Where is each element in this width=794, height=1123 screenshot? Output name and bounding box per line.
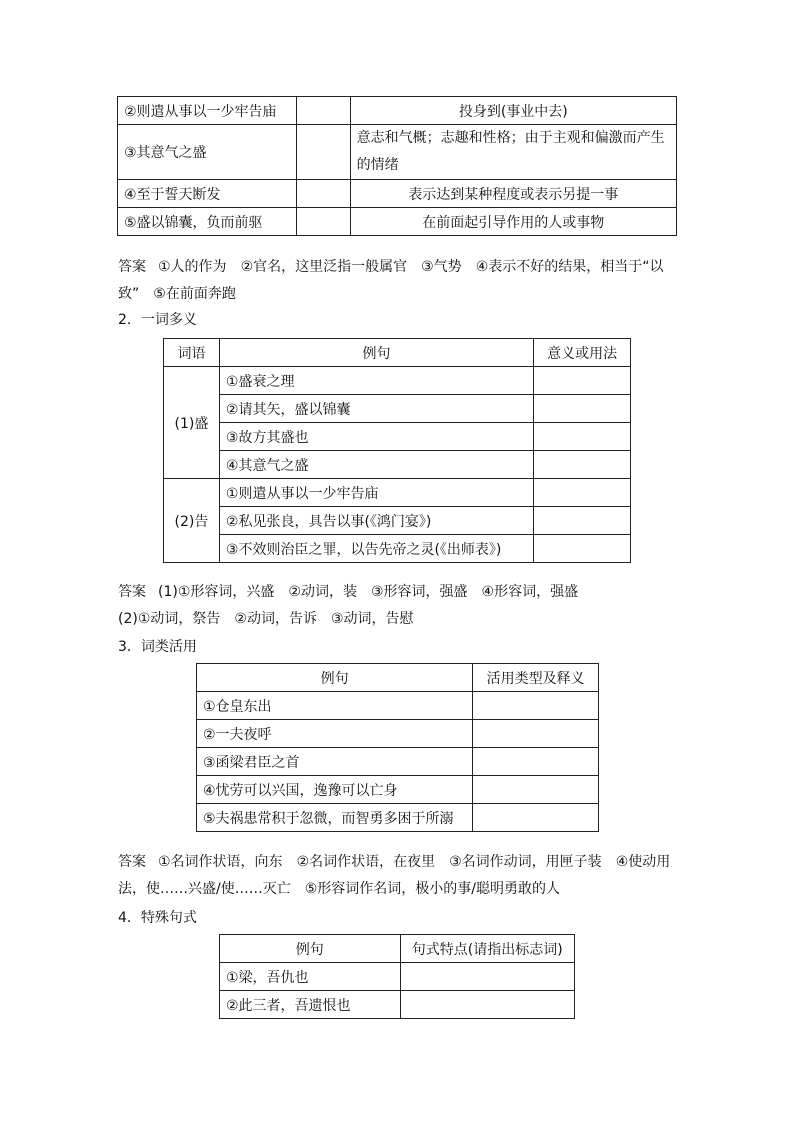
answer-item: ①人的作为 bbox=[158, 259, 227, 275]
meaning-cell: 投身到(事业中去) bbox=[350, 97, 676, 125]
answer-cell bbox=[534, 479, 631, 507]
table-row bbox=[220, 963, 575, 991]
column-header: 句式特点(请指出标志词) bbox=[400, 935, 575, 963]
section-heading: 4．特殊句式 bbox=[118, 910, 197, 926]
answer-cell bbox=[534, 535, 631, 563]
example-cell: ④忧劳可以兴国，逸豫可以亡身 bbox=[197, 776, 473, 804]
answer-item: ④形容词，强盛 bbox=[481, 584, 579, 600]
answer-label: 答案 bbox=[118, 584, 146, 600]
table-row bbox=[197, 776, 599, 804]
meaning-cell: 表示达到某种程度或表示另提一事 bbox=[350, 180, 676, 208]
example-cell: ②此三者，吾遗恨也 bbox=[220, 991, 401, 1019]
answer-cell bbox=[534, 395, 631, 423]
answer-label: 答案 bbox=[118, 854, 146, 870]
word-class-table bbox=[196, 663, 599, 832]
answer-item: ③形容词，强盛 bbox=[370, 584, 468, 600]
answer-cell bbox=[400, 991, 575, 1019]
answer-item: ⑤形容词作名词，极小的事/聪明勇敢的人 bbox=[304, 881, 560, 897]
table-row bbox=[118, 180, 677, 208]
answer-item: ③动词，告慰 bbox=[330, 611, 414, 627]
answer-cell bbox=[534, 423, 631, 451]
example-cell: ③函梁君臣之首 bbox=[197, 748, 473, 776]
table-row bbox=[164, 507, 631, 535]
answer-cell bbox=[296, 125, 350, 180]
answer-item: ②官名，这里泛指一般属官 bbox=[240, 259, 408, 275]
answer-line bbox=[118, 579, 678, 606]
example-cell: ①梁，吾仇也 bbox=[220, 963, 401, 991]
answer-item: ②动词，告诉 bbox=[234, 611, 317, 627]
section-heading: 2．一词多义 bbox=[118, 312, 197, 328]
table-row bbox=[197, 692, 599, 720]
example-cell: ④至于誓天断发 bbox=[118, 180, 297, 208]
example-cell: ②一夫夜呼 bbox=[197, 720, 473, 748]
column-header: 例句 bbox=[220, 935, 401, 963]
table-row bbox=[164, 479, 631, 507]
meaning-cell: 意志和气概；志趣和性格；由于主观和偏激而产生的情绪 bbox=[350, 125, 676, 180]
answer-cell bbox=[473, 692, 599, 720]
column-header: 活用类型及释义 bbox=[473, 664, 599, 692]
table-row bbox=[197, 748, 599, 776]
table-row bbox=[197, 804, 599, 832]
example-cell: ③其意气之盛 bbox=[118, 125, 297, 180]
column-header: 例句 bbox=[219, 339, 533, 367]
column-header: 意义或用法 bbox=[534, 339, 631, 367]
answer-item: (1)①形容词，兴盛 bbox=[158, 584, 275, 600]
example-cell: ②则遣从事以一少牢告庙 bbox=[118, 97, 297, 125]
table-row bbox=[118, 125, 677, 180]
answer-block-3 bbox=[118, 849, 678, 903]
answer-label: 答案 bbox=[118, 259, 146, 275]
table-row bbox=[118, 97, 677, 125]
table-row bbox=[164, 423, 631, 451]
word-meaning-table bbox=[117, 96, 677, 236]
sentence-pattern-table bbox=[219, 934, 575, 1019]
table-header-row bbox=[220, 935, 575, 963]
column-header: 例句 bbox=[197, 664, 473, 692]
example-cell: ③故方其盛也 bbox=[219, 423, 533, 451]
answer-cell bbox=[473, 804, 599, 832]
answer-block-1 bbox=[118, 254, 678, 308]
answer-item: ④表示不好的结果，相当于“以致” bbox=[118, 259, 664, 302]
example-cell: ②请其矢，盛以锦囊 bbox=[219, 395, 533, 423]
answer-cell bbox=[473, 776, 599, 804]
section-heading: 3．词类活用 bbox=[118, 639, 197, 655]
example-cell: ⑤盛以锦囊，负而前驱 bbox=[118, 208, 297, 236]
answer-item: ②动词，装 bbox=[288, 584, 357, 600]
answer-item: (2)①动词，祭告 bbox=[118, 611, 221, 627]
example-cell: ①仓皇东出 bbox=[197, 692, 473, 720]
table-row bbox=[164, 451, 631, 479]
table-header-row bbox=[197, 664, 599, 692]
meaning-cell: 在前面起引导作用的人或事物 bbox=[350, 208, 676, 236]
word-cell: (2)告 bbox=[164, 479, 220, 563]
table-header-row bbox=[164, 339, 631, 367]
answer-cell bbox=[296, 180, 350, 208]
answer-item: ③气势 bbox=[421, 259, 462, 275]
table-row bbox=[164, 395, 631, 423]
answer-item: ⑤在前面奔跑 bbox=[153, 286, 236, 302]
column-header: 词语 bbox=[164, 339, 220, 367]
answer-block-2 bbox=[118, 579, 678, 633]
table-row bbox=[164, 367, 631, 395]
example-cell: ⑤夫祸患常积于忽微，而智勇多困于所溺 bbox=[197, 804, 473, 832]
polysemy-table bbox=[163, 338, 631, 563]
answer-item: ④使动用法，使……兴盛/使……灭亡 bbox=[118, 854, 671, 897]
answer-line bbox=[118, 606, 678, 633]
answer-item: ③名词作动词，用匣子装 bbox=[449, 854, 602, 870]
example-cell: ①盛衰之理 bbox=[219, 367, 533, 395]
word-cell: (1)盛 bbox=[164, 367, 220, 479]
answer-cell bbox=[400, 963, 575, 991]
example-cell: ②私见张良，具告以事(《鸿门宴》) bbox=[219, 507, 533, 535]
table-row bbox=[220, 991, 575, 1019]
table-row bbox=[197, 720, 599, 748]
table-row bbox=[164, 535, 631, 563]
table-row bbox=[118, 208, 677, 236]
answer-item: ①名词作状语，向东 bbox=[158, 854, 283, 870]
example-cell: ③不效则治臣之罪，以告先帝之灵(《出师表》) bbox=[219, 535, 533, 563]
example-cell: ①则遣从事以一少牢告庙 bbox=[219, 479, 533, 507]
answer-cell bbox=[534, 451, 631, 479]
answer-item: ②名词作状语，在夜里 bbox=[296, 854, 436, 870]
answer-cell bbox=[473, 720, 599, 748]
answer-cell bbox=[473, 748, 599, 776]
example-cell: ④其意气之盛 bbox=[219, 451, 533, 479]
answer-cell bbox=[296, 97, 350, 125]
answer-cell bbox=[534, 367, 631, 395]
answer-cell bbox=[534, 507, 631, 535]
answer-cell bbox=[296, 208, 350, 236]
